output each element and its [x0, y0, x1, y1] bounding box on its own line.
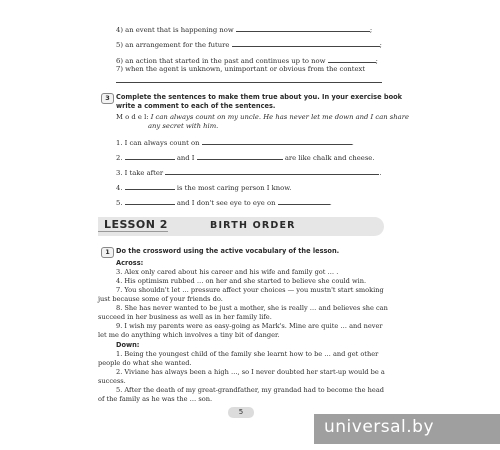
period: . — [351, 139, 354, 147]
item-4 — [116, 25, 372, 35]
item-5-text: 5) an arrangement for the future — [116, 41, 230, 49]
page-number: 5 — [228, 407, 254, 418]
clue-down-1: 1. Being the youngest child of the family she learnt how to be … and get other people do what she wanted. — [98, 350, 379, 368]
exercise-3-instruction-1: Complete the sentences to make them true about you. In your exercise book — [116, 93, 403, 101]
exercise-1-number: 1 — [101, 247, 114, 258]
sentence-5-end: and I don't see eye to eye on — [176, 199, 276, 207]
watermark-text: universal.by — [324, 417, 435, 437]
answer-blank[interactable] — [202, 138, 352, 145]
answer-blank[interactable] — [232, 40, 380, 47]
sentence-4 — [116, 183, 291, 193]
sentence-4-end: is the most caring person I know. — [176, 184, 292, 192]
sentence-2-num: 2. — [116, 154, 123, 162]
lesson-label: LESSON 2 — [104, 218, 168, 231]
answer-blank[interactable] — [236, 25, 373, 34]
model-text: I can always count on my uncle. He has never let me down and I can share — [150, 113, 409, 121]
answer-blank[interactable] — [328, 56, 376, 63]
answer-blank[interactable] — [125, 183, 175, 190]
clue-across-9: 9. I wish my parents were as easy-going as Mark's. Mine are quite … and never let me do anything which involves a tiny bit of danger. — [98, 322, 383, 340]
exercise-3-number: 3 — [101, 93, 114, 104]
clue-across-7: 7. You shouldn't let … pressure affect your choices — you mustn't start smoking just because some of your friends do. — [98, 286, 384, 304]
across-label: Across: — [116, 259, 144, 267]
sentence-5 — [116, 198, 332, 208]
down-label: Down: — [116, 341, 140, 349]
answer-blank[interactable] — [197, 153, 283, 160]
clue-across-8: 8. She has never wanted to be just a mother, she is really … and believes she can succeed in her business as well as in her family life. — [98, 304, 388, 322]
clue-across-4: 4. His optimism rubbed … on her and she started to believe she could win. — [116, 277, 367, 285]
exercise-1-instruction: Do the crossword using the active vocabulary of the lesson. — [116, 247, 340, 255]
item-7-text: 7) when the agent is unknown, unimportant or obvious from the context — [116, 65, 366, 73]
clue-across-3: 3. Alex only cared about his career and his wife and family got … . — [116, 268, 339, 276]
model-label: M o d e l: — [116, 113, 149, 121]
answer-blank[interactable] — [165, 168, 382, 177]
sentence-4-num: 4. — [116, 184, 123, 192]
sentence-2 — [116, 153, 375, 163]
answer-blank[interactable] — [278, 198, 330, 205]
sentence-1-text: 1. I can always count on — [116, 139, 200, 147]
item-6-text: 6) an action that started in the past and continues up to now — [116, 57, 326, 65]
answer-blank[interactable] — [125, 153, 175, 160]
item-7 — [116, 65, 365, 74]
clue-down-2: 2. Viviane has always been a high …, so I never doubted her start-up would be a success. — [98, 368, 385, 386]
model-line-1 — [116, 113, 409, 122]
answer-line[interactable] — [116, 82, 382, 83]
sentence-2-and: and I — [176, 154, 195, 162]
period: . — [329, 199, 332, 207]
clue-down-5: 5. After the death of my great-grandfather, my grandad had to become the head of the family as he was the … son. — [98, 386, 384, 404]
sentence-3 — [116, 168, 382, 178]
sentence-5-num: 5. — [116, 199, 123, 207]
lesson-title: BIRTH ORDER — [210, 220, 296, 231]
semicolon: ; — [369, 26, 373, 34]
watermark — [314, 414, 500, 444]
lesson-divider — [98, 231, 168, 232]
item-4-text: 4) an event that is happening now — [116, 26, 234, 34]
period: . — [379, 169, 382, 177]
sentence-1 — [116, 138, 354, 148]
semicolon: ; — [375, 57, 378, 65]
sentence-3-text: 3. I take after — [116, 169, 164, 177]
semicolon: ; — [379, 41, 382, 49]
sentence-2-end: are like chalk and cheese. — [284, 154, 375, 162]
answer-blank[interactable] — [125, 198, 175, 205]
item-5 — [116, 40, 382, 50]
model-line-2: any secret with him. — [148, 122, 219, 130]
exercise-3-instruction-2: write a comment to each of the sentences. — [116, 102, 276, 110]
